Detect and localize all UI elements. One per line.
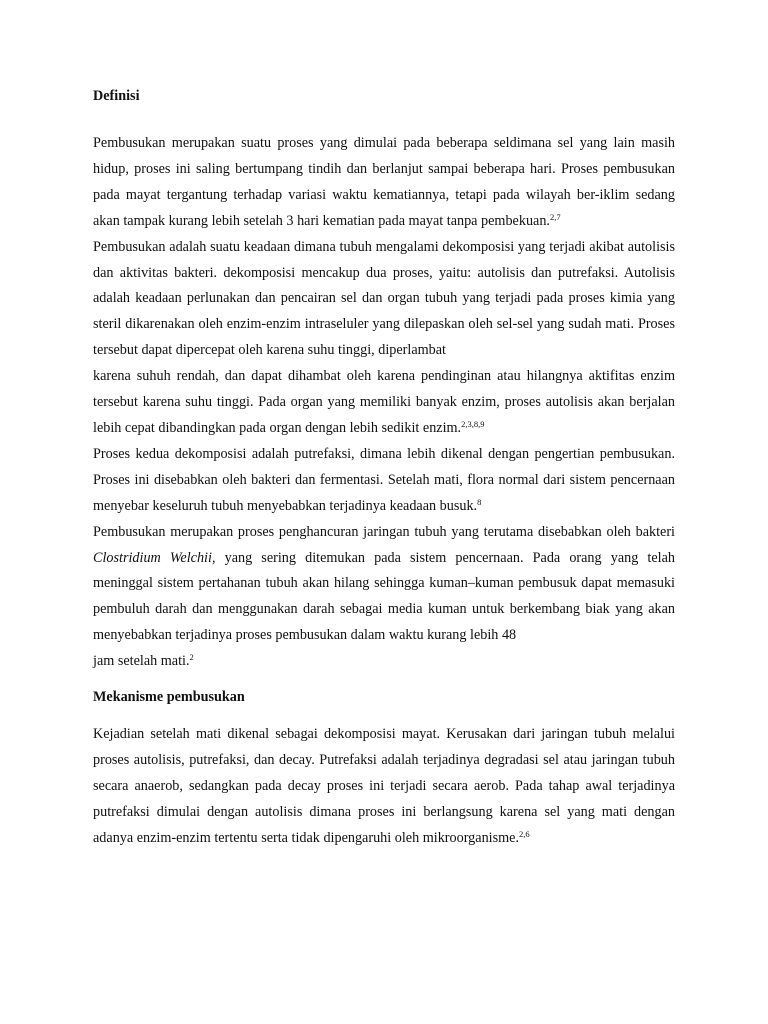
paragraph-1	[93, 131, 675, 235]
paragraph-1-text: Pembusukan merupakan suatu proses yang dimulai pada beberapa seldimana sel yang lain masih hidup, proses ini saling bertumpang tindih dan berlanjut sampai beberapa hari. Proses pembusukan pada mayat tergantung terhadap variasi waktu kematiannya, tetapi pada wilayah ber-iklim sedang akan tampak kurang lebih setelah 3 hari kematian pada mayat tanpa pembekuan.	[93, 135, 675, 229]
paragraph-5-citation: 2,6	[519, 828, 530, 839]
paragraph-2	[93, 235, 675, 365]
heading-definisi: Definisi	[93, 88, 140, 104]
paragraph-3-text: Proses kedua dekomposisi adalah putrefaksi, dimana lebih dikenal dengan pengertian pembusukan. Proses ini disebabkan oleh bakteri dan fermentasi. Setelah mati, flora normal dari sistem pencernaan menyebar keseluruh tubuh menyebabkan terjadinya keadaan busuk.	[93, 445, 675, 514]
paragraph-4-text-a: Pembusukan merupakan proses penghancuran jaringan tubuh yang terutama disebabkan oleh bakteri	[93, 523, 675, 540]
bacteria-name: Clostridium Welchii	[93, 549, 212, 566]
paragraph-2-continued	[93, 364, 675, 442]
paragraph-3	[93, 442, 675, 520]
document-page	[93, 86, 675, 852]
paragraph-3-citation: 8	[477, 496, 482, 507]
paragraph-2-text: Pembusukan adalah suatu keadaan dimana tubuh mengalami dekomposisi yang terjadi akibat autolisis dan aktivitas bakteri. dekomposisi mencakup dua proses, yaitu: autolisis dan putrefaksi. Autolisis adalah keadaan perlunakan dan pencairan sel dan organ tubuh yang terjadi pada proses kimia yang steril dikarenakan oleh enzim-enzim intraseluler yang dilepaskan oleh sel-sel yang sudah mati. Proses tersebut dapat dipercepat oleh karena suhu tinggi, diperlambat	[93, 238, 675, 359]
paragraph-2-citation: 2,3,8,9	[461, 418, 485, 429]
paragraph-4-text-b: , yang sering ditemukan pada sistem pencernaan. Pada orang yang telah meninggal sistem pertahanan tubuh akan hilang sehingga kuman–kuman pembusuk dapat memasuki pembuluh darah dan menggunakan darah sebagai media kuman untuk berkembang biak yang akan menyebabkan terjadinya proses pembusukan dalam waktu kurang lebih 48	[93, 549, 676, 644]
paragraph-2-continued-text: karena suhuh rendah, dan dapat dihambat oleh karena pendinginan atau hilangnya aktifitas enzim tersebut karena suhu tinggi. Pada organ yang memiliki banyak enzim, proses autolisis akan berjalan lebih cepat dibandingkan pada organ dengan lebih sedikit enzim.	[93, 368, 675, 436]
paragraph-5	[93, 722, 675, 852]
heading-mekanisme: Mekanisme pembusukan	[93, 689, 245, 706]
paragraph-4-continued	[93, 649, 675, 675]
paragraph-4-citation: 2	[189, 652, 194, 663]
paragraph-1-citation: 2,7	[549, 211, 561, 222]
paragraph-4-continued-text: jam setelah mati.	[93, 653, 190, 670]
paragraph-4	[93, 520, 675, 650]
paragraph-5-text: Kejadian setelah mati dikenal sebagai dekomposisi mayat. Kerusakan dari jaringan tubuh melalui proses autolisis, putrefaksi, dan decay. Putrefaksi adalah terjadinya degradasi sel atau jaringan tubuh secara anaerob, sedangkan pada decay proses ini terjadi secara aerob. Pada tahap awal terjadinya putrefaksi dimulai dengan autolisis dimana proses ini berlangsung karena sel yang mati dengan adanya enzim-enzim tertentu serta tidak dipengaruhi oleh mikroorganisme.	[93, 726, 675, 846]
